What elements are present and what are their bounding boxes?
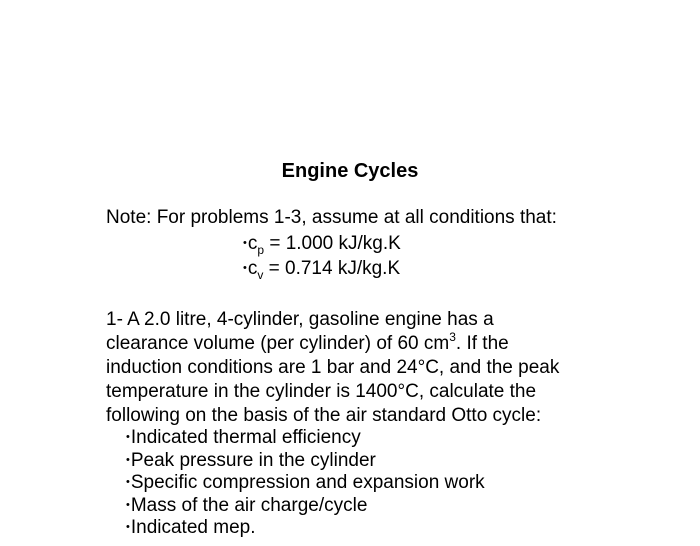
problem-line: induction conditions are 1 bar and 24°C, and the peak — [106, 357, 560, 378]
cp-value: = 1.000 kJ/kg.K — [264, 233, 401, 254]
problem-line: following on the basis of the air standard Otto cycle: — [106, 405, 542, 426]
bullet-icon: • — [126, 498, 130, 511]
page-title: Engine Cycles — [281, 160, 419, 182]
bullet-icon: • — [126, 476, 130, 488]
cp-subscript: p — [257, 243, 265, 257]
bullet-icon: • — [126, 453, 130, 466]
problem-line: 1- A 2.0 litre, 4-cylinder, gasoline engine has a — [106, 309, 494, 330]
cp-symbol: c — [247, 233, 258, 254]
task-text: Indicated mep. — [130, 517, 256, 538]
task-text: Specific compression and expansion work — [130, 472, 485, 493]
cp-formula — [243, 232, 401, 258]
list-item — [126, 517, 485, 540]
problem-line — [106, 329, 606, 356]
problem-line: temperature in the cylinder is 1400°C, calculate the — [106, 381, 537, 402]
bullet-icon: • — [243, 237, 247, 249]
superscript: 3 — [449, 329, 456, 344]
list-item — [126, 495, 485, 518]
note-text: Note: For problems 1-3, assume at all conditions that: — [106, 207, 557, 228]
bullet-icon: • — [243, 262, 247, 274]
cv-subscript: v — [257, 268, 264, 282]
cv-value: = 0.714 kJ/kg.K — [263, 258, 401, 279]
bullet-icon: • — [126, 521, 130, 533]
task-list — [126, 427, 485, 540]
task-text: Peak pressure in the cylinder — [130, 449, 376, 471]
cv-formula — [243, 257, 400, 283]
list-item — [126, 472, 485, 495]
problem-statement — [106, 308, 606, 428]
task-text: Indicated thermal efficiency — [130, 427, 361, 448]
cv-symbol: c — [247, 258, 258, 279]
problem-line-text: clearance volume (per cylinder) of 60 cm — [106, 333, 450, 354]
task-text: Mass of the air charge/cycle — [130, 494, 368, 516]
bullet-icon: • — [126, 431, 130, 443]
list-item — [126, 427, 485, 450]
list-item — [126, 450, 485, 473]
problem-line-text: . If the — [455, 333, 509, 354]
